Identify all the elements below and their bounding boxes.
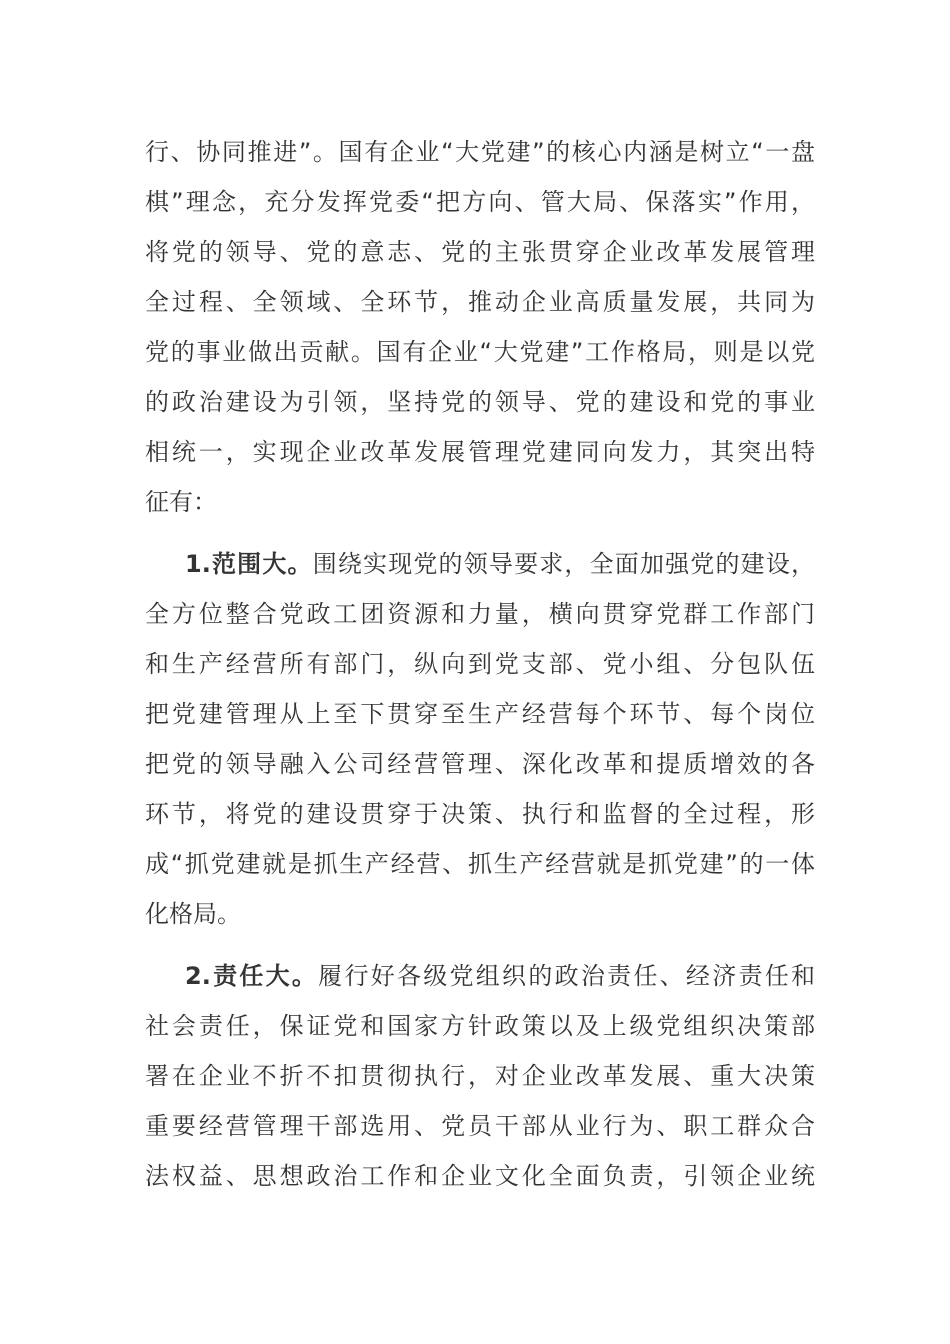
text-line: 的政治建设为引领，坚持党的领导、党的建设和党的事业	[145, 388, 815, 416]
text-line: 社会责任，保证党和国家方针政策以及上级党组织决策部	[145, 1012, 815, 1040]
text-line: 棋”理念，充分发挥党委“把方向、管大局、保落实”作用，	[145, 188, 815, 216]
text-line: 征有：	[145, 488, 217, 516]
text-line: 署在企业不折不扣贯彻执行，对企业改革发展、重大决策	[145, 1062, 815, 1090]
text-line: 化格局。	[145, 900, 241, 928]
text-line: 法权益、思想政治工作和企业文化全面负责，引领企业统	[145, 1162, 815, 1190]
document-page	[145, 127, 815, 1201]
text-line	[145, 951, 815, 1001]
text-line: 成“抓党建就是抓生产经营、抓生产经营就是抓党建”的一体	[145, 850, 815, 878]
text-line	[145, 539, 815, 589]
paragraph-gap	[145, 527, 815, 539]
text-line: 行、协同推进”。国有企业“大党建”的核心内涵是树立“一盘	[145, 138, 815, 166]
text-line: 重要经营管理干部选用、党员干部从业行为、职工群众合	[145, 1112, 815, 1140]
section-heading-responsibility: 2.责任大。	[185, 962, 319, 990]
section-responsibility-paragraph	[145, 951, 815, 1201]
text-line: 全过程、全领域、全环节，推动企业高质量发展，共同为	[145, 288, 815, 316]
text-line: 全方位整合党政工团资源和力量，横向贯穿党群工作部门	[145, 600, 815, 628]
section-first-text: 围绕实现党的领导要求，全面加强党的建设，	[312, 550, 815, 578]
text-line: 和生产经营所有部门，纵向到党支部、党小组、分包队伍	[145, 650, 815, 678]
section-heading-scope: 1.范围大。	[185, 550, 313, 578]
section-scope-paragraph	[145, 539, 815, 939]
text-line: 把党建管理从上至下贯穿至生产经营每个环节、每个岗位	[145, 700, 815, 728]
text-line: 把党的领导融入公司经营管理、深化改革和提质增效的各	[145, 750, 815, 778]
text-line: 相统一，实现企业改革发展管理党建同向发力，其突出特	[145, 438, 815, 466]
section-first-text: 履行好各级党组织的政治责任、经济责任和	[318, 962, 816, 990]
paragraph-gap	[145, 939, 815, 951]
text-line: 将党的领导、党的意志、党的主张贯穿企业改革发展管理	[145, 238, 815, 266]
intro-paragraph	[145, 127, 815, 527]
text-line: 环节，将党的建设贯穿于决策、执行和监督的全过程，形	[145, 800, 815, 828]
text-line: 党的事业做出贡献。国有企业“大党建”工作格局，则是以党	[145, 338, 815, 366]
